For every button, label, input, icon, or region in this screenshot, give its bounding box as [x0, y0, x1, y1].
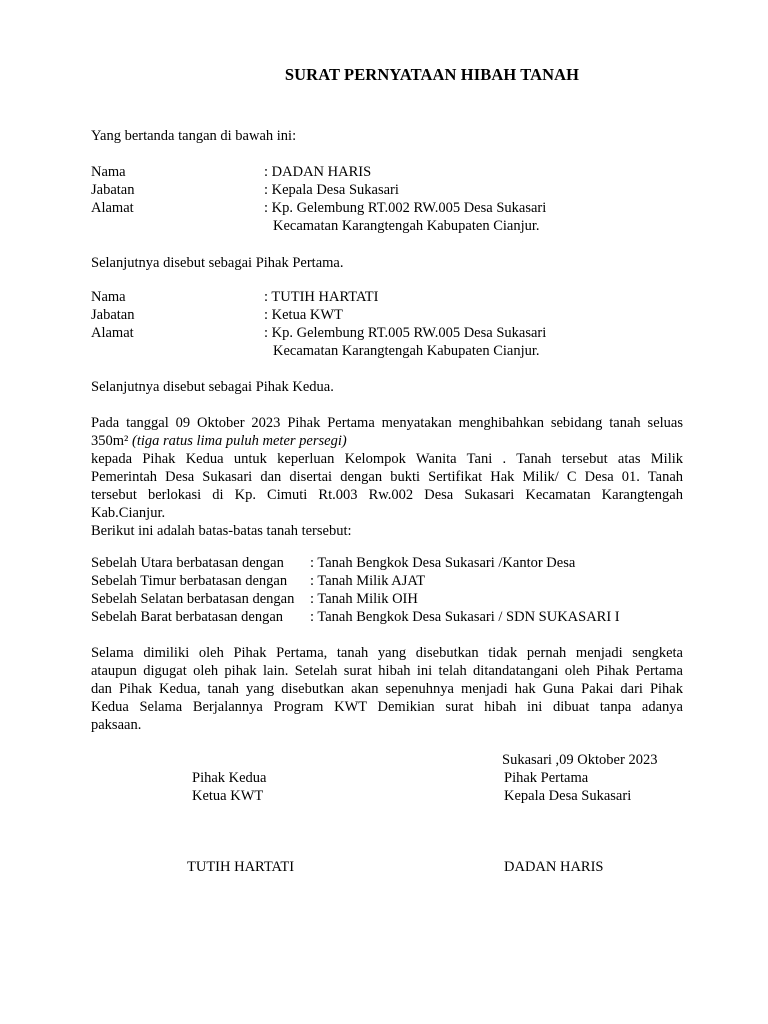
grant-paragraph-line: kepada Pihak Kedua untuk keperluan Kelompok Wanita Tani . Tanah tersebut atas Milik — [91, 451, 683, 467]
first-party-address-row — [91, 199, 691, 217]
intro-text: Yang bertanda tangan di bawah ini: — [91, 128, 297, 144]
grant-paragraph-line: Pemerintah Desa Sukasari dan disertai dengan bukti Sertifikat Hak Milik/ C Desa 01. Tanah — [91, 469, 683, 485]
grant-area-words: (tiga ratus lima puluh meter persegi) — [132, 433, 347, 449]
second-party-address-row — [91, 324, 691, 342]
closing-paragraph-line: ataupun digugat oleh pihak lain. Setelah surat hibah ini telah ditandatangani oleh Pihak Pertama — [91, 663, 683, 679]
right-signer-title: Kepala Desa Sukasari — [504, 788, 632, 804]
grant-paragraph-line: Pada tanggal 09 Oktober 2023 Pihak Pertama menyatakan menghibahkan sebidang tanah seluas — [91, 415, 683, 431]
first-party-position-label: Jabatan — [91, 182, 135, 198]
closing-paragraph — [91, 644, 683, 734]
second-party-name-row — [91, 288, 691, 306]
border-side-label: Sebelah Selatan berbatasan dengan — [91, 591, 295, 607]
border-side-label: Sebelah Barat berbatasan dengan — [91, 609, 284, 625]
first-party-name-row — [91, 163, 691, 181]
border-description: : Tanah Bengkok Desa Sukasari / SDN SUKASARI I — [310, 609, 620, 625]
right-signer-name: DADAN HARIS — [504, 859, 604, 875]
border-description: : Tanah Milik AJAT — [310, 573, 426, 589]
second-party-address-value: : Kp. Gelembung RT.005 RW.005 Desa Sukasari — [264, 325, 547, 341]
grant-paragraph-line-area — [91, 432, 683, 450]
border-side-label: Sebelah Timur berbatasan dengan — [91, 573, 288, 589]
place-date: Sukasari ,09 Oktober 2023 — [502, 752, 658, 768]
second-party-name-label: Nama — [91, 289, 126, 305]
border-north-row — [91, 554, 691, 572]
borders-intro-line: Berikut ini adalah batas-batas tanah tersebut: — [91, 523, 352, 539]
closing-paragraph-line: Kedua Selama Berjalannya Program KWT Demikian surat hibah ini dibuat tanpa adanya — [91, 699, 683, 715]
first-party-note: Selanjutnya disebut sebagai Pihak Pertama. — [91, 255, 344, 271]
first-party-position-value: : Kepala Desa Sukasari — [264, 182, 399, 198]
right-signer-role: Pihak Pertama — [504, 770, 589, 786]
closing-paragraph-line: dan Pihak Kedua, tanah yang disebutkan akan sepenuhnya menjadi hak Guna Pakai dari Pihak — [91, 681, 683, 697]
second-party-name-value: : TUTIH HARTATI — [264, 289, 379, 305]
first-party-address-label: Alamat — [91, 200, 134, 216]
closing-paragraph-line: paksaan. — [91, 717, 142, 733]
grant-paragraph-line: tersebut berlokasi di Kp. Cimuti Rt.003 Rw.002 Desa Sukasari Kecamatan Karangtengah — [91, 487, 683, 503]
grant-paragraph — [91, 414, 683, 540]
second-party-address-label: Alamat — [91, 325, 134, 341]
document-title: SURAT PERNYATAAN HIBAH TANAH — [284, 65, 580, 84]
second-party-note: Selanjutnya disebut sebagai Pihak Kedua. — [91, 379, 334, 395]
border-south-row — [91, 590, 691, 608]
closing-paragraph-line: Selama dimiliki oleh Pihak Pertama, tanah yang disebutkan tidak pernah menjadi sengketa — [91, 645, 683, 661]
left-signer-role: Pihak Kedua — [192, 770, 267, 786]
left-signer-title: Ketua KWT — [192, 788, 264, 804]
border-west-row — [91, 608, 691, 626]
border-side-label: Sebelah Utara berbatasan dengan — [91, 555, 284, 571]
first-party-address-value: : Kp. Gelembung RT.002 RW.005 Desa Sukasari — [264, 200, 547, 216]
second-party-address-continuation: Kecamatan Karangtengah Kabupaten Cianjur. — [273, 343, 540, 359]
left-signer-name: TUTIH HARTATI — [187, 859, 295, 875]
first-party-position-row — [91, 181, 691, 199]
second-party-position-label: Jabatan — [91, 307, 135, 323]
first-party-name-value: : DADAN HARIS — [264, 164, 372, 180]
first-party-address-continuation: Kecamatan Karangtengah Kabupaten Cianjur. — [273, 218, 540, 234]
border-east-row — [91, 572, 691, 590]
second-party-position-value: : Ketua KWT — [264, 307, 343, 323]
first-party-name-label: Nama — [91, 164, 126, 180]
grant-paragraph-line: Kab.Cianjur. — [91, 505, 166, 521]
border-description: : Tanah Bengkok Desa Sukasari /Kantor Desa — [310, 555, 576, 571]
second-party-position-row — [91, 306, 691, 324]
grant-area-value: 350m² — [91, 433, 133, 449]
border-description: : Tanah Milik OIH — [310, 591, 418, 607]
